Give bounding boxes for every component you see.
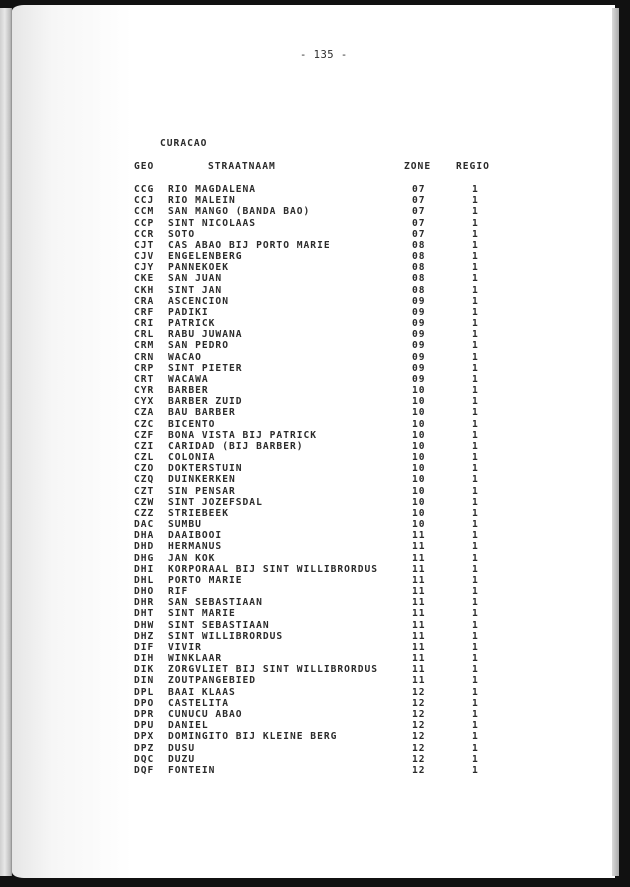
geo-code: DIF: [134, 641, 155, 653]
street-name: ENGELENBERG: [168, 251, 243, 263]
regio-value: 1: [472, 474, 479, 486]
street-name: SINT NICOLAAS: [168, 217, 257, 229]
zone-value: 12: [412, 686, 426, 698]
regio-value: 1: [472, 619, 479, 631]
table-row: [0, 530, 630, 541]
table-row: [0, 698, 630, 709]
table-row: [0, 329, 630, 340]
street-name: SINT WILLIBRORDUS: [168, 630, 284, 642]
regio-value: 1: [472, 262, 479, 274]
regio-value: 1: [472, 541, 479, 553]
table-row: [0, 620, 630, 631]
regio-value: 1: [472, 362, 479, 374]
geo-code: CZZ: [134, 507, 155, 519]
regio-value: 1: [472, 195, 479, 207]
table-row: [0, 575, 630, 586]
table-row: [0, 497, 630, 508]
table-row: [0, 687, 630, 698]
geo-code: DHG: [134, 552, 155, 564]
regio-value: 1: [472, 217, 479, 229]
table-row: [0, 273, 630, 284]
column-header-geo: GEO: [134, 161, 155, 172]
regio-value: 1: [472, 630, 479, 642]
street-name: PORTO MARIE: [168, 574, 243, 586]
regio-value: 1: [472, 351, 479, 363]
table-row: [0, 352, 630, 363]
table-row: [0, 452, 630, 463]
zone-value: 09: [412, 318, 426, 330]
table-row: [0, 553, 630, 564]
regio-value: 1: [472, 597, 479, 609]
regio-value: 1: [472, 742, 479, 754]
table-row: [0, 285, 630, 296]
geo-code: DPL: [134, 686, 155, 698]
regio-value: 1: [472, 653, 479, 665]
zone-value: 10: [412, 474, 426, 486]
zone-value: 12: [412, 708, 426, 720]
zone-value: 10: [412, 407, 426, 419]
zone-value: 10: [412, 519, 426, 531]
geo-code: CKH: [134, 284, 155, 296]
geo-code: CRL: [134, 329, 155, 341]
zone-value: 09: [412, 340, 426, 352]
regio-value: 1: [472, 586, 479, 598]
geo-code: CZF: [134, 429, 155, 441]
regio-value: 1: [472, 463, 479, 475]
column-header-regio: REGIO: [456, 161, 490, 172]
table-row: [0, 206, 630, 217]
geo-code: CRI: [134, 318, 155, 330]
street-name: RIO MALEIN: [168, 195, 236, 207]
street-name: WACAO: [168, 351, 202, 363]
table-row: [0, 251, 630, 262]
street-name: BAAI KLAAS: [168, 686, 236, 698]
table-row: [0, 229, 630, 240]
regio-value: 1: [472, 664, 479, 676]
zone-value: 10: [412, 440, 426, 452]
street-name: HERMANUS: [168, 541, 223, 553]
street-name: SINT JAN: [168, 284, 223, 296]
table-row: [0, 720, 630, 731]
geo-code: CYR: [134, 385, 155, 397]
zone-value: 11: [412, 541, 426, 553]
zone-value: 08: [412, 273, 426, 285]
table-row: [0, 486, 630, 497]
geo-code: DPU: [134, 720, 155, 732]
regio-value: 1: [472, 519, 479, 531]
table-row: [0, 631, 630, 642]
geo-code: CZA: [134, 407, 155, 419]
geo-code: DHW: [134, 619, 155, 631]
geo-code: CRF: [134, 306, 155, 318]
regio-value: 1: [472, 697, 479, 709]
zone-value: 08: [412, 251, 426, 263]
geo-code: DHZ: [134, 630, 155, 642]
geo-code: DIK: [134, 664, 155, 676]
geo-code: CCJ: [134, 195, 155, 207]
geo-code: CZL: [134, 452, 155, 464]
geo-code: CZI: [134, 440, 155, 452]
table-row: [0, 430, 630, 441]
zone-value: 11: [412, 563, 426, 575]
geo-code: CRT: [134, 373, 155, 385]
zone-value: 07: [412, 217, 426, 229]
geo-code: CCP: [134, 217, 155, 229]
geo-code: CJT: [134, 239, 155, 251]
street-name: BONA VISTA BIJ PATRICK: [168, 429, 318, 441]
zone-value: 11: [412, 641, 426, 653]
geo-code: DPO: [134, 697, 155, 709]
geo-code: DIN: [134, 675, 155, 687]
zone-value: 10: [412, 385, 426, 397]
zone-value: 12: [412, 720, 426, 732]
regio-value: 1: [472, 340, 479, 352]
zone-value: 09: [412, 329, 426, 341]
regio-value: 1: [472, 720, 479, 732]
regio-value: 1: [472, 574, 479, 586]
regio-value: 1: [472, 284, 479, 296]
street-name: PATRICK: [168, 318, 216, 330]
table-row: [0, 586, 630, 597]
street-name: DUZU: [168, 753, 196, 765]
geo-code: CZO: [134, 463, 155, 475]
regio-value: 1: [472, 731, 479, 743]
geo-code: DHD: [134, 541, 155, 553]
geo-code: DHI: [134, 563, 155, 575]
street-name: DUSU: [168, 742, 196, 754]
zone-value: 12: [412, 742, 426, 754]
street-name: BICENTO: [168, 418, 216, 430]
geo-code: DHT: [134, 608, 155, 620]
table-row: [0, 195, 630, 206]
zone-value: 11: [412, 574, 426, 586]
regio-value: 1: [472, 675, 479, 687]
street-name: STRIEBEEK: [168, 507, 229, 519]
regio-value: 1: [472, 485, 479, 497]
geo-code: DAC: [134, 519, 155, 531]
zone-value: 10: [412, 496, 426, 508]
regio-value: 1: [472, 295, 479, 307]
regio-value: 1: [472, 530, 479, 542]
zone-value: 11: [412, 552, 426, 564]
zone-value: 10: [412, 429, 426, 441]
regio-value: 1: [472, 407, 479, 419]
regio-value: 1: [472, 373, 479, 385]
table-row: [0, 519, 630, 530]
geo-code: DQC: [134, 753, 155, 765]
geo-code: DHO: [134, 586, 155, 598]
regio-value: 1: [472, 496, 479, 508]
regio-value: 1: [472, 563, 479, 575]
geo-code: DHR: [134, 597, 155, 609]
table-row: [0, 597, 630, 608]
column-header-straatnaam: STRAATNAAM: [208, 161, 276, 172]
regio-value: 1: [472, 273, 479, 285]
geo-code: DHA: [134, 530, 155, 542]
zone-value: 11: [412, 619, 426, 631]
street-name: WINKLAAR: [168, 653, 223, 665]
street-name: KORPORAAL BIJ SINT WILLIBRORDUS: [168, 563, 379, 575]
regio-value: 1: [472, 228, 479, 240]
street-name: BARBER ZUID: [168, 396, 243, 408]
regio-value: 1: [472, 753, 479, 765]
table-row: [0, 731, 630, 742]
geo-code: CZT: [134, 485, 155, 497]
table-row: [0, 474, 630, 485]
geo-code: DPR: [134, 708, 155, 720]
table-row: [0, 709, 630, 720]
regio-value: 1: [472, 418, 479, 430]
street-name: PADIKI: [168, 306, 209, 318]
table-row: [0, 184, 630, 195]
table-row: [0, 218, 630, 229]
zone-value: 09: [412, 295, 426, 307]
zone-value: 10: [412, 452, 426, 464]
geo-code: CZW: [134, 496, 155, 508]
regio-value: 1: [472, 239, 479, 251]
regio-value: 1: [472, 552, 479, 564]
zone-value: 11: [412, 653, 426, 665]
zone-value: 12: [412, 753, 426, 765]
street-name: SUMBU: [168, 519, 202, 531]
table-row: [0, 385, 630, 396]
street-name: VIVIR: [168, 641, 202, 653]
street-name: COLONIA: [168, 452, 216, 464]
geo-code: DHL: [134, 574, 155, 586]
street-name: DOKTERSTUIN: [168, 463, 243, 475]
street-name: FONTEIN: [168, 764, 216, 776]
street-name: SAN PEDRO: [168, 340, 229, 352]
table-row: [0, 608, 630, 619]
regio-value: 1: [472, 708, 479, 720]
geo-code: DPX: [134, 731, 155, 743]
geo-code: CRN: [134, 351, 155, 363]
geo-code: CJV: [134, 251, 155, 263]
regio-value: 1: [472, 251, 479, 263]
regio-value: 1: [472, 306, 479, 318]
zone-value: 09: [412, 373, 426, 385]
zone-value: 10: [412, 463, 426, 475]
column-header-zone: ZONE: [404, 161, 432, 172]
zone-value: 08: [412, 284, 426, 296]
zone-value: 09: [412, 351, 426, 363]
table-row: [0, 743, 630, 754]
zone-value: 12: [412, 764, 426, 776]
table-row: [0, 407, 630, 418]
geo-code: DQF: [134, 764, 155, 776]
geo-code: CZQ: [134, 474, 155, 486]
table-row: [0, 296, 630, 307]
zone-value: 09: [412, 306, 426, 318]
geo-code: CZC: [134, 418, 155, 430]
region-title: CURACAO: [160, 138, 208, 149]
zone-value: 11: [412, 586, 426, 598]
street-name: RABU JUWANA: [168, 329, 243, 341]
regio-value: 1: [472, 440, 479, 452]
table-row: [0, 664, 630, 675]
geo-code: CRA: [134, 295, 155, 307]
street-name: SINT MARIE: [168, 608, 236, 620]
table-row: [0, 396, 630, 407]
street-name: PANNEKOEK: [168, 262, 229, 274]
table-row: [0, 363, 630, 374]
street-name: RIO MAGDALENA: [168, 184, 257, 195]
table-row: [0, 765, 630, 776]
zone-value: 10: [412, 396, 426, 408]
zone-value: 09: [412, 362, 426, 374]
table-row: [0, 653, 630, 664]
zone-value: 10: [412, 507, 426, 519]
street-name: BAU BARBER: [168, 407, 236, 419]
zone-value: 12: [412, 697, 426, 709]
zone-value: 11: [412, 597, 426, 609]
street-name: ASCENCION: [168, 295, 229, 307]
street-name: DAAIBOOI: [168, 530, 223, 542]
regio-value: 1: [472, 396, 479, 408]
zone-value: 07: [412, 228, 426, 240]
zone-value: 08: [412, 262, 426, 274]
regio-value: 1: [472, 429, 479, 441]
street-name: SINT SEBASTIAAN: [168, 619, 270, 631]
street-name: SAN SEBASTIAAN: [168, 597, 263, 609]
geo-code: CKE: [134, 273, 155, 285]
zone-value: 11: [412, 675, 426, 687]
regio-value: 1: [472, 184, 479, 195]
street-name: SINT PIETER: [168, 362, 243, 374]
table-row: [0, 541, 630, 552]
zone-value: 08: [412, 239, 426, 251]
geo-code: CRP: [134, 362, 155, 374]
street-name: SAN JUAN: [168, 273, 223, 285]
regio-value: 1: [472, 206, 479, 218]
zone-value: 11: [412, 630, 426, 642]
geo-code: CYX: [134, 396, 155, 408]
zone-value: 10: [412, 418, 426, 430]
table-row: [0, 240, 630, 251]
street-name: SIN PENSAR: [168, 485, 236, 497]
regio-value: 1: [472, 507, 479, 519]
table-row: [0, 262, 630, 273]
table-row: [0, 318, 630, 329]
geo-code: CCM: [134, 206, 155, 218]
zone-value: 11: [412, 608, 426, 620]
geo-code: DIH: [134, 653, 155, 665]
street-name: ZOUTPANGEBIED: [168, 675, 257, 687]
regio-value: 1: [472, 608, 479, 620]
regio-value: 1: [472, 452, 479, 464]
geo-code: CRM: [134, 340, 155, 352]
regio-value: 1: [472, 764, 479, 776]
street-name: CARIDAD (BIJ BARBER): [168, 440, 304, 452]
regio-value: 1: [472, 385, 479, 397]
regio-value: 1: [472, 686, 479, 698]
zone-value: 07: [412, 206, 426, 218]
zone-value: 10: [412, 485, 426, 497]
table-row: [0, 754, 630, 765]
zone-value: 07: [412, 195, 426, 207]
regio-value: 1: [472, 641, 479, 653]
street-name: SAN MANGO (BANDA BAO): [168, 206, 311, 218]
street-name: BARBER: [168, 385, 209, 397]
geo-code: CCR: [134, 228, 155, 240]
street-name: JAN KOK: [168, 552, 216, 564]
table-row: [0, 374, 630, 385]
table-row: [0, 441, 630, 452]
street-name: WACAWA: [168, 373, 209, 385]
zone-value: 12: [412, 731, 426, 743]
page-number: - 135 -: [300, 49, 348, 61]
street-name: CAS ABAO BIJ PORTO MARIE: [168, 239, 331, 251]
zone-value: 07: [412, 184, 426, 195]
table-row: [0, 508, 630, 519]
table-row: [0, 642, 630, 653]
regio-value: 1: [472, 318, 479, 330]
street-name: DOMINGITO BIJ KLEINE BERG: [168, 731, 338, 743]
street-name: DANIEL: [168, 720, 209, 732]
zone-value: 11: [412, 664, 426, 676]
table-row: [0, 564, 630, 575]
geo-code: CJY: [134, 262, 155, 274]
geo-code: CCG: [134, 184, 155, 195]
street-name: CUNUCU ABAO: [168, 708, 243, 720]
regio-value: 1: [472, 329, 479, 341]
street-name: SINT JOZEFSDAL: [168, 496, 263, 508]
geo-code: DPZ: [134, 742, 155, 754]
street-name: ZORGVLIET BIJ SINT WILLIBRORDUS: [168, 664, 379, 676]
table-row: [0, 307, 630, 318]
street-name: RIF: [168, 586, 189, 598]
street-name: CASTELITA: [168, 697, 229, 709]
table-row: [0, 675, 630, 686]
zone-value: 11: [412, 530, 426, 542]
street-name: DUINKERKEN: [168, 474, 236, 486]
table-row: [0, 463, 630, 474]
table-row: [0, 340, 630, 351]
table-row: [0, 419, 630, 430]
street-name: SOTO: [168, 228, 196, 240]
